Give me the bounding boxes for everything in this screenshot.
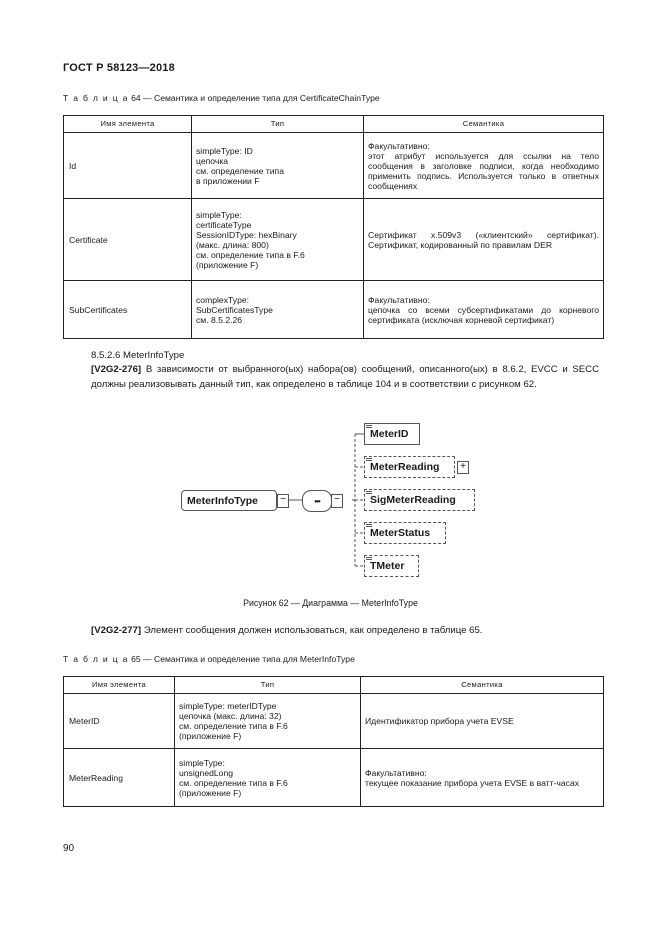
table-header-row: [64, 116, 604, 133]
table-64-caption: [63, 93, 380, 103]
figure-caption: Рисунок 62 — Диаграмма — MeterInfoType: [243, 598, 418, 608]
table-65-caption: [63, 654, 355, 664]
table-caption-text: 65 — Семантика и определение типа для MeterInfoType: [131, 654, 355, 664]
child-element-label: TMeter: [370, 560, 405, 572]
table-row: [64, 694, 604, 749]
type-line: simpleType:: [179, 757, 225, 768]
type-line: certificateType: [196, 219, 252, 230]
requirement-id: [V2G2-276]: [91, 364, 142, 375]
table-row: [64, 281, 604, 339]
type-line: см. определение типа в F.6: [196, 249, 305, 260]
table-64: [63, 115, 604, 339]
requirement-id: [V2G2-277]: [91, 625, 142, 636]
child-element-label: MeterID: [370, 428, 409, 440]
semantics-cell: Факультативно: этот атрибут используется для ссылки на тело сообщения в заголовке подписи, когда необходимо применить подпись. Используется только в ответных сообщениях: [364, 133, 604, 199]
root-element-label: MeterInfoType: [187, 494, 258, 507]
element-name-cell: Certificate: [64, 199, 192, 281]
column-header-type: Тип: [175, 677, 361, 694]
table-caption-text: 64 — Семантика и определение типа для CertificateChainType: [131, 93, 380, 103]
child-element-label: MeterReading: [370, 461, 440, 473]
element-corner-icon: [366, 524, 372, 529]
table-caption-prefix: Т а б л и ц а: [63, 654, 129, 664]
element-corner-icon: [366, 425, 372, 430]
type-line: complexType:: [196, 294, 250, 305]
semantics-cell: Сертификат x.509v3 («клиентский» сертификат). Сертификат, кодированный по правилам DER: [364, 199, 604, 281]
element-corner-icon: [366, 458, 372, 463]
requirement-277: [91, 624, 482, 639]
type-line: SessionIDType: hexBinary: [196, 229, 297, 240]
element-corner-icon: [366, 557, 372, 562]
collapse-icon: −: [331, 494, 343, 508]
child-element-label: SigMeterReading: [370, 494, 456, 506]
section-heading: 8.5.2.6 MeterInfoType: [91, 350, 185, 361]
sequence-compositor-icon: [302, 490, 332, 512]
type-line: цепочка (макс. длина: 32): [179, 711, 282, 721]
type-line: (приложение F): [179, 787, 242, 798]
type-line: (приложение F): [179, 731, 242, 741]
expand-icon: +: [457, 461, 469, 474]
child-element-tmeter: [364, 555, 419, 577]
column-header-name: Имя элемента: [64, 116, 192, 133]
table-65: [63, 676, 604, 807]
column-header-semantics: Семантика: [364, 116, 604, 133]
type-cell: [192, 281, 364, 339]
child-element-meterreading: [364, 456, 455, 478]
table-row: [64, 199, 604, 281]
document-header: ГОСТ Р 58123—2018: [63, 62, 175, 74]
type-cell: [175, 694, 361, 749]
type-line: (макс. длина: 800): [196, 239, 269, 250]
type-line: цепочка: [196, 155, 229, 166]
element-name-cell: Id: [64, 133, 192, 199]
type-cell: [192, 199, 364, 281]
root-element-box: [181, 490, 277, 511]
type-line: см. 8.5.2.26: [196, 314, 243, 325]
page-number: 90: [63, 843, 75, 854]
type-line: simpleType: meterIDType: [179, 701, 277, 711]
column-header-name: Имя элемента: [64, 677, 175, 694]
type-line: см. определение типа в F.6: [179, 721, 288, 731]
table-row: [64, 133, 604, 199]
column-header-type: Тип: [192, 116, 364, 133]
table-row: [64, 749, 604, 807]
type-line: см. определение типа: [196, 165, 284, 176]
column-header-semantics: Семантика: [361, 677, 604, 694]
element-name-cell: SubCertificates: [64, 281, 192, 339]
child-element-meterid: [364, 423, 420, 445]
type-line: см. определение типа в F.6: [179, 777, 288, 788]
type-line: unsignedLong: [179, 767, 234, 778]
child-element-label: MeterStatus: [370, 527, 431, 539]
element-corner-icon: [366, 491, 372, 496]
semantics-cell: Факультативно: текущее показание прибора учета EVSE в ватт-часах: [361, 749, 604, 807]
requirement-text: В зависимости от выбранного(ых) набора(ов) сообщений, описанного(ых) в 8.6.2, EVCC и SECC должны реализовывать данный тип, как определено в таблице 104 и в соответствии с рисунком 62.: [91, 364, 600, 390]
table-caption-prefix: Т а б л и ц а: [63, 93, 129, 103]
type-line: в приложении F: [196, 175, 260, 186]
type-line: simpleType: ID: [196, 145, 253, 156]
type-cell: [192, 133, 364, 199]
child-element-sigmeterreading: [364, 489, 475, 511]
type-cell: [175, 749, 361, 807]
semantics-cell: Идентификатор прибора учета EVSE: [361, 694, 604, 749]
type-line: (приложение F): [196, 259, 259, 270]
requirement-text: Элемент сообщения должен использоваться, как определено в таблице 65.: [143, 625, 483, 636]
sequence-symbol: •••: [314, 496, 320, 506]
table-header-row: [64, 677, 604, 694]
element-name-cell: MeterID: [64, 694, 175, 749]
type-line: SubCertificatesType: [196, 304, 273, 315]
type-line: simpleType:: [196, 209, 242, 220]
child-element-meterstatus: [364, 522, 446, 544]
collapse-icon: −: [277, 494, 289, 508]
semantics-cell: Факультативно: цепочка со всеми субсертификатами до корневого сертификата (исключая корневой сертификат): [364, 281, 604, 339]
requirement-276: [91, 363, 599, 392]
element-name-cell: MeterReading: [64, 749, 175, 807]
